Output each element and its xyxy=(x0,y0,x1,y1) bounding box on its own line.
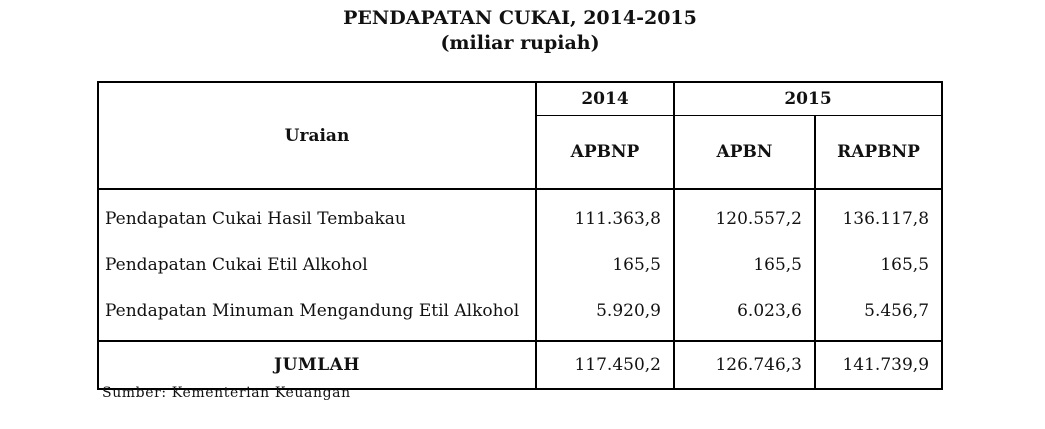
header-uraian: Uraian xyxy=(98,82,536,189)
total-apbn-2015: 126.746,3 xyxy=(674,341,815,389)
page-subtitle: (miliar rupiah) xyxy=(440,32,600,54)
cell-rapbnp-2015: 165,5 xyxy=(815,242,942,288)
row-label: Pendapatan Cukai Etil Alkohol xyxy=(98,242,536,288)
cell-rapbnp-2015: 5.456,7 xyxy=(815,288,942,341)
cell-apbnp-2014: 111.363,8 xyxy=(536,189,674,242)
header-apbnp: APBNP xyxy=(536,116,674,190)
table-row xyxy=(98,189,942,242)
header-apbn: APBN xyxy=(674,116,815,190)
table-row xyxy=(98,242,942,288)
total-rapbnp-2015: 141.739,9 xyxy=(815,341,942,389)
row-label: Pendapatan Minuman Mengandung Etil Alkohol xyxy=(98,288,536,341)
cell-rapbnp-2015: 136.117,8 xyxy=(815,189,942,242)
header-year-2015: 2015 xyxy=(674,82,942,116)
cell-apbn-2015: 120.557,2 xyxy=(674,189,815,242)
total-row xyxy=(98,341,942,389)
cell-apbn-2015: 6.023,6 xyxy=(674,288,815,341)
source-note: Sumber: Kementerian Keuangan xyxy=(102,385,351,401)
cell-apbn-2015: 165,5 xyxy=(674,242,815,288)
header-rapbnp: RAPBNP xyxy=(815,116,942,190)
cell-apbnp-2014: 165,5 xyxy=(536,242,674,288)
header-year-2014: 2014 xyxy=(536,82,674,116)
row-label: Pendapatan Cukai Hasil Tembakau xyxy=(98,189,536,242)
cell-apbnp-2014: 5.920,9 xyxy=(536,288,674,341)
table-row xyxy=(98,288,942,341)
total-label: JUMLAH xyxy=(98,341,536,389)
page-title: PENDAPATAN CUKAI, 2014-2015 xyxy=(343,7,697,29)
total-apbnp-2014: 117.450,2 xyxy=(536,341,674,389)
revenue-table xyxy=(97,81,943,390)
